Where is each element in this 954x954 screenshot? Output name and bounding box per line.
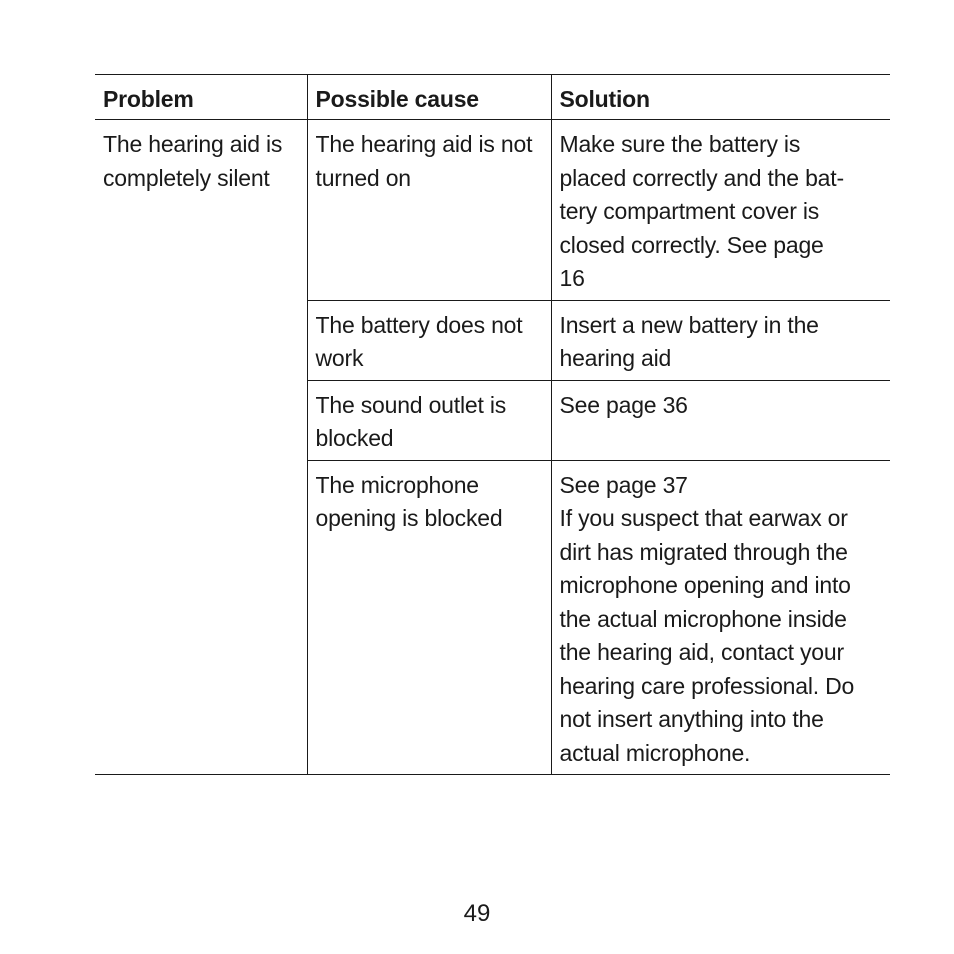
solution-text-line: actual microphone. xyxy=(559,739,751,766)
header-solution: Solution xyxy=(551,75,890,120)
cause-text-line: The battery does not xyxy=(315,311,523,338)
problem-text-line: The hearing aid is xyxy=(103,131,283,157)
solution-cell xyxy=(551,460,890,775)
table-header-row xyxy=(95,75,890,120)
cause-cell xyxy=(307,460,551,775)
solution-text-line: the hearing aid, contact your xyxy=(559,639,844,665)
cause-cell xyxy=(307,300,551,380)
cause-text-line: blocked xyxy=(315,425,394,451)
header-possible-cause: Possible cause xyxy=(307,75,551,120)
solution-text-line: tery compartment cover is xyxy=(559,198,820,224)
cause-text-line: The hearing aid is not xyxy=(315,131,533,157)
solution-text-line: the actual microphone inside xyxy=(559,605,847,632)
troubleshooting-table xyxy=(95,74,890,775)
solution-text-line: closed correctly. See page xyxy=(559,231,824,258)
cause-text-line: The microphone xyxy=(315,471,479,498)
table-row xyxy=(95,120,890,301)
solution-text-line: If you suspect that earwax or xyxy=(559,505,848,531)
solution-text-line: 16 xyxy=(559,265,585,291)
cause-text-line: work xyxy=(315,345,364,371)
solution-text-line: placed correctly and the bat- xyxy=(559,164,844,191)
solution-text-line: not insert anything into the xyxy=(559,706,824,732)
cause-text-line: turned on xyxy=(315,164,411,191)
solution-cell xyxy=(551,300,890,380)
page-number: 49 xyxy=(463,900,491,927)
cause-cell xyxy=(307,380,551,460)
solution-text-line: microphone opening and into xyxy=(559,572,851,598)
solution-text-line: Insert a new battery in the xyxy=(559,311,819,338)
cause-text-line: opening is blocked xyxy=(315,505,503,531)
problem-text-line: completely silent xyxy=(103,164,270,191)
cause-text-line: The sound outlet is xyxy=(315,391,507,418)
solution-cell xyxy=(551,380,890,460)
solution-cell xyxy=(551,120,890,301)
solution-text-line: See page 36 xyxy=(559,391,688,418)
solution-text-line: See page 37 xyxy=(559,471,688,498)
header-problem: Problem xyxy=(95,75,307,120)
solution-text-line: hearing care professional. Do xyxy=(559,672,855,699)
solution-text-line: dirt has migrated through the xyxy=(559,538,848,565)
solution-text-line: hearing aid xyxy=(559,345,672,371)
cause-cell xyxy=(307,120,551,301)
problem-cell xyxy=(95,120,307,775)
troubleshooting-table-wrapper xyxy=(95,74,890,775)
solution-text-line: Make sure the battery is xyxy=(559,131,801,157)
